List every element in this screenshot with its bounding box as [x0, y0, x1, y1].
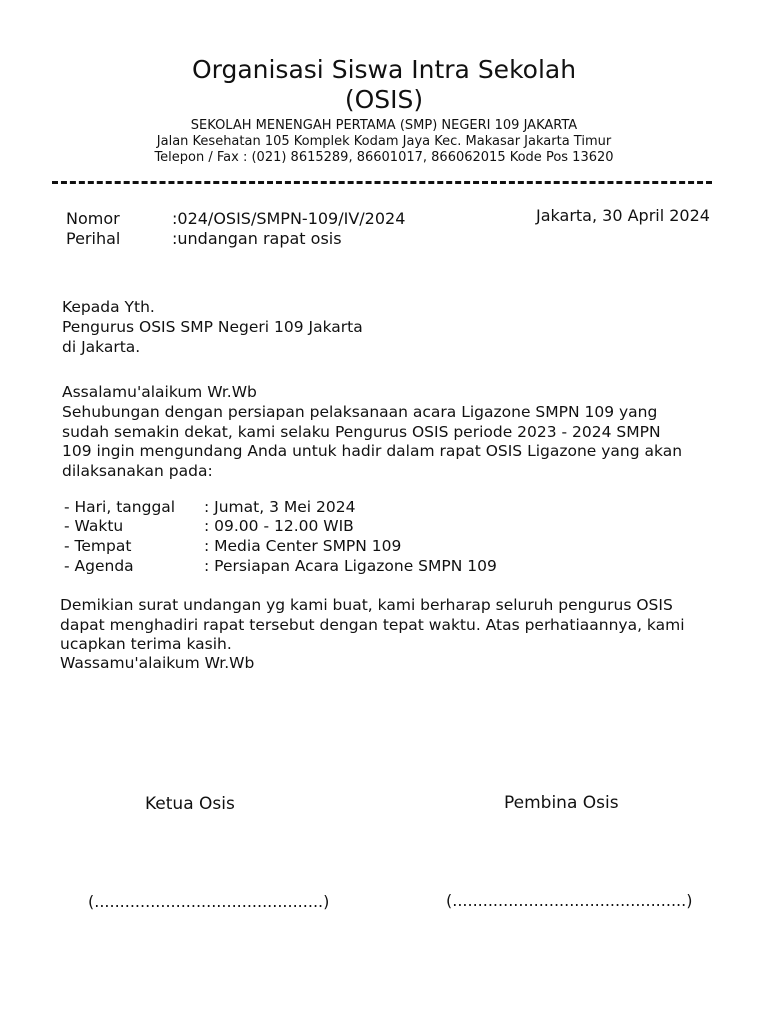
perihal-value: :undangan rapat osis — [172, 229, 342, 248]
intro-line: 109 ingin mengundang Anda untuk hadir dalam rapat OSIS Ligazone yang akan — [62, 442, 683, 460]
recipient-line-2: Pengurus OSIS SMP Negeri 109 Jakarta — [62, 318, 363, 336]
signature-line-ketua: (.............................................) — [88, 892, 330, 911]
school-name: SEKOLAH MENENGAH PERTAMA (SMP) NEGERI 109 JAKARTA — [190, 118, 578, 133]
header-divider — [52, 181, 712, 184]
closing-paragraph — [60, 596, 710, 655]
detail-label-hari: - Hari, tanggal — [64, 498, 176, 516]
recipient-line-3: di Jakarta. — [62, 338, 141, 356]
nomor-label: Nomor — [66, 209, 120, 228]
intro-line: dilaksanakan pada: — [62, 461, 213, 480]
detail-label-tempat: - Tempat — [64, 537, 132, 555]
intro-line: Sehubungan dengan persiapan pelaksanaan acara Ligazone SMPN 109 yang — [62, 403, 658, 421]
org-title: Organisasi Siswa Intra Sekolah — [191, 55, 577, 84]
detail-value-hari: : Jumat, 3 Mei 2024 — [204, 498, 356, 516]
closing-line: dapat menghadiri rapat tersebut dengan tepat waktu. Atas perhatiaannya, kami — [60, 615, 685, 634]
letter-date: Jakarta, 30 April 2024 — [536, 206, 710, 225]
school-phone: Telepon / Fax : (021) 8615289, 86601017, 866062015 Kode Pos 13620 — [154, 150, 614, 165]
nomor-value: :024/OSIS/SMPN-109/IV/2024 — [172, 209, 406, 228]
signature-line-pembina: (..............................................) — [446, 891, 693, 910]
signature-role-pembina: Pembina Osis — [504, 793, 619, 813]
greeting: Assalamu'alaikum Wr.Wb — [62, 383, 257, 401]
detail-label-agenda: - Agenda — [64, 557, 134, 575]
recipient-line-1: Kepada Yth. — [62, 298, 155, 316]
intro-line: sudah semakin dekat, kami selaku Pengurus OSIS periode 2023 - 2024 SMPN — [62, 422, 661, 441]
school-address: Jalan Kesehatan 105 Komplek Kodam Jaya Kec. Makasar Jakarta Timur — [156, 134, 612, 149]
signature-role-ketua: Ketua Osis — [145, 794, 235, 814]
org-subtitle: (OSIS) — [344, 85, 424, 114]
intro-paragraph — [62, 403, 712, 481]
farewell: Wassamu'alaikum Wr.Wb — [60, 654, 255, 672]
detail-value-waktu: : 09.00 - 12.00 WIB — [204, 517, 354, 535]
perihal-label: Perihal — [66, 229, 121, 248]
detail-label-waktu: - Waktu — [64, 517, 124, 535]
closing-line: Demikian surat undangan yg kami buat, kami berharap seluruh pengurus OSIS — [60, 596, 673, 614]
detail-value-agenda: : Persiapan Acara Ligazone SMPN 109 — [204, 557, 497, 575]
closing-line: ucapkan terima kasih. — [60, 635, 232, 653]
detail-value-tempat: : Media Center SMPN 109 — [204, 537, 402, 555]
